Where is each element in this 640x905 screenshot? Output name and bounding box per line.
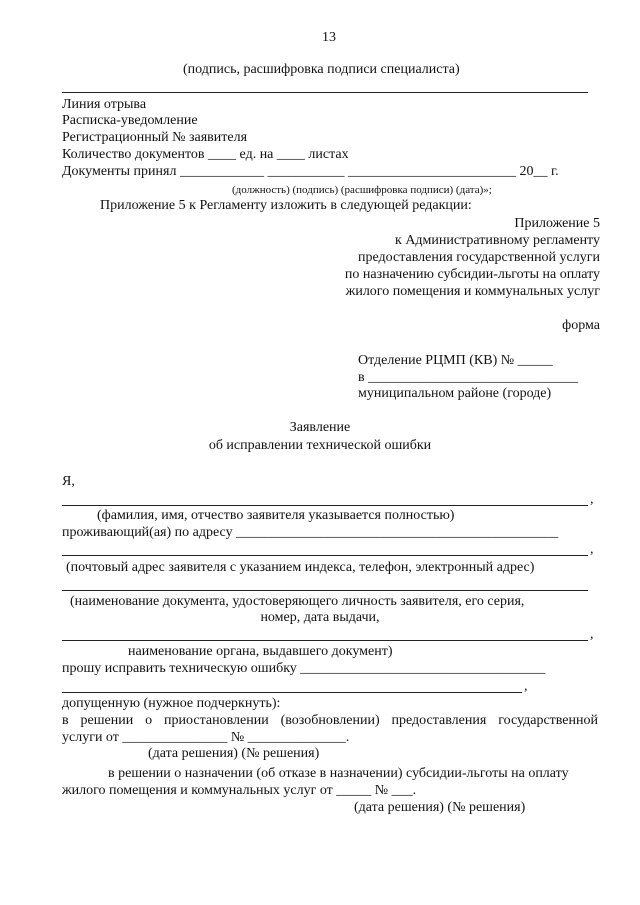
addressee-line-1: Отделение РЦМП (КВ) № _____ bbox=[358, 353, 553, 368]
title-line-1: Заявление bbox=[289, 420, 351, 435]
fio-blank[interactable] bbox=[62, 505, 588, 506]
addressee-line-2: в ______________________________ bbox=[358, 370, 579, 385]
appendix-line-2: к Административному регламенту bbox=[395, 233, 600, 248]
amendment-line: Приложение 5 к Регламенту изложить в следующей редакции: bbox=[100, 198, 472, 213]
accepted-caption: (должность) (подпись) (расшифровка подписи) (дата)»; bbox=[232, 184, 492, 196]
comma: , bbox=[590, 627, 594, 642]
documents-accepted-line: Документы принял ____________ ___________ ________________________ 20__ г. bbox=[62, 164, 559, 179]
decision-1-line-1: в решении о приостановлении (возобновлении) предоставления государственной bbox=[62, 713, 598, 728]
tear-line-label: Линия отрыва bbox=[62, 97, 147, 112]
appendix-line-5: жилого помещения и коммунальных услуг bbox=[345, 284, 600, 299]
id-issue-blank[interactable] bbox=[62, 640, 588, 641]
error-description-blank[interactable] bbox=[62, 692, 522, 693]
form-label: форма bbox=[562, 318, 600, 333]
comma: , bbox=[590, 542, 594, 557]
registration-number-label: Регистрационный № заявителя bbox=[62, 130, 248, 145]
issuer-caption: наименование органа, выдавшего документ) bbox=[128, 644, 393, 659]
made-in-label: допущенную (нужное подчеркнуть): bbox=[62, 696, 281, 711]
postal-caption: (почтовый адрес заявителя с указанием индекса, телефон, электронный адрес) bbox=[66, 560, 535, 575]
decision-2-line-1: в решении о назначении (об отказе в назначении) субсидии-льготы на оплату bbox=[108, 766, 569, 781]
receipt-notice-label: Расписка-уведомление bbox=[62, 113, 198, 128]
document-count-line: Количество документов ____ ед. на ____ листах bbox=[62, 147, 349, 162]
appendix-line-1: Приложение 5 bbox=[514, 216, 600, 231]
page-number: 13 bbox=[322, 30, 336, 45]
title-line-2: об исправлении технической ошибки bbox=[208, 438, 432, 453]
separator-line bbox=[62, 92, 588, 93]
decision-2-line-2: жилого помещения и коммунальных услуг от _____ № ___. bbox=[62, 783, 417, 798]
signature-caption: (подпись, расшифровка подписи специалиста) bbox=[183, 62, 460, 77]
comma: , bbox=[524, 679, 528, 694]
ya-label: Я, bbox=[62, 474, 75, 489]
decision-1-caption: (дата решения) (№ решения) bbox=[148, 746, 320, 761]
residing-line: проживающий(ая) по адресу ______________________________________________ bbox=[62, 525, 559, 540]
address-blank[interactable] bbox=[62, 555, 588, 556]
addressee-line-3: муниципальном районе (городе) bbox=[358, 386, 552, 401]
id-document-blank[interactable] bbox=[62, 590, 588, 591]
request-line: прошу исправить техническую ошибку ___________________________________ bbox=[62, 661, 546, 676]
decision-1-line-2: услуги от _______________ № ______________. bbox=[62, 730, 350, 745]
appendix-line-3: предоставления государственной услуги bbox=[358, 250, 600, 265]
id-caption-1: (наименование документа, удостоверяющего личность заявителя, его серия, bbox=[70, 594, 525, 609]
id-caption-2: номер, дата выдачи, bbox=[260, 610, 380, 625]
decision-2-caption: (дата решения) (№ решения) bbox=[354, 800, 526, 815]
appendix-line-4: по назначению субсидии-льготы на оплату bbox=[344, 267, 600, 282]
fio-caption: (фамилия, имя, отчество заявителя указывается полностью) bbox=[97, 508, 455, 523]
comma: , bbox=[590, 492, 594, 507]
